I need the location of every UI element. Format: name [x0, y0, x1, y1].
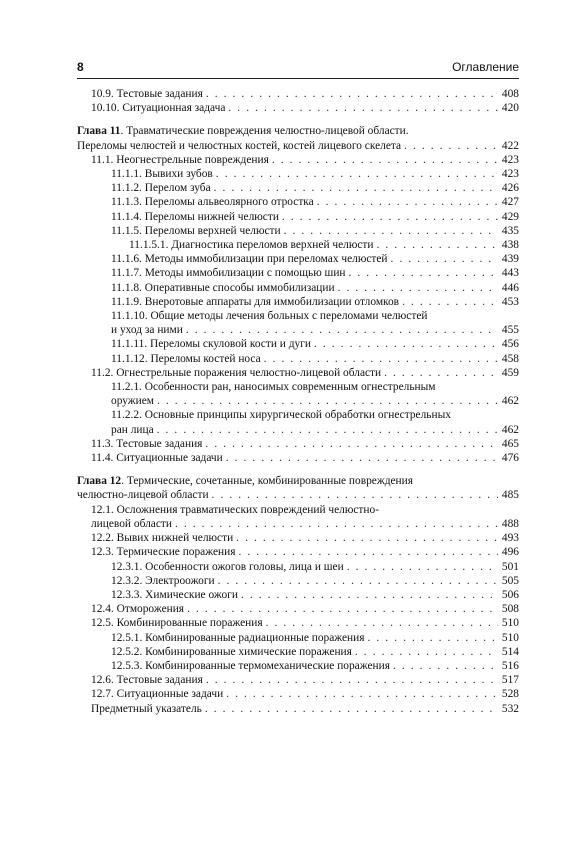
toc-chapter-heading — [77, 474, 519, 488]
dot-leader — [241, 588, 498, 602]
toc-entry-row — [111, 224, 519, 238]
toc-entry-page: 465 — [501, 437, 519, 450]
toc-entry-label: 11.1.7. Методы иммобилизации с помощью шин — [111, 267, 346, 280]
toc-chapter-title-line1: . Травматические повреждения челюстно-лицевой области. — [120, 125, 409, 138]
dot-leader — [404, 139, 498, 153]
toc-entry-label: 12.6. Тестовые задания — [91, 674, 203, 687]
toc-entry-page: 505 — [501, 574, 519, 587]
toc-entry[interactable] — [77, 645, 519, 659]
toc-entry-row — [111, 645, 519, 659]
toc-entry-row — [91, 87, 519, 101]
dot-leader — [187, 602, 498, 616]
toc-entry-page: 496 — [501, 546, 519, 559]
toc-entry-label: 12.5.1. Комбинированные радиационные поражения — [111, 631, 365, 644]
toc-entry-label-line1: 11.2.2. Основные принципы хирургической обработки огнестрельных — [111, 409, 451, 422]
dot-leader — [226, 451, 498, 465]
dot-leader — [238, 545, 498, 559]
toc-entry-label: 12.3.1. Особенности ожогов головы, лица и шеи — [111, 560, 344, 573]
toc-entry-page: 517 — [501, 674, 519, 687]
toc-entry-page: 508 — [501, 603, 519, 616]
toc-entry-page: 510 — [501, 631, 519, 644]
toc-entry-label: 11.3. Тестовые задания — [91, 437, 203, 450]
toc-entry-page: 423 — [501, 153, 519, 166]
toc-entry-label: Предметный указатель — [91, 702, 202, 715]
dot-leader — [216, 167, 498, 181]
toc-entry-label: 12.5.3. Комбинированные термомеханические поражения — [111, 659, 390, 672]
toc-entry-label: челюстно-лицевой области — [77, 489, 209, 502]
dot-leader — [391, 252, 498, 266]
toc-entry[interactable] — [77, 101, 519, 115]
toc-entry-page: 528 — [501, 688, 519, 701]
toc-entry-row — [111, 266, 519, 280]
toc-entry-row — [111, 323, 519, 337]
table-of-contents — [77, 87, 519, 716]
toc-entry[interactable] — [77, 337, 519, 351]
toc-entry-page: 458 — [501, 352, 519, 365]
toc-entry[interactable] — [77, 687, 519, 701]
dot-leader — [206, 673, 498, 687]
toc-entry-page: 516 — [501, 659, 519, 672]
dot-leader — [349, 266, 498, 280]
toc-entry[interactable] — [77, 153, 519, 167]
toc-entry-label: 10.9. Тестовые задания — [91, 88, 203, 100]
toc-entry-row — [91, 616, 519, 630]
dot-leader — [377, 238, 498, 252]
toc-entry-label: лицевой области — [91, 517, 172, 530]
toc-entry[interactable] — [77, 195, 519, 209]
toc-entry-label: ран лица — [111, 423, 154, 436]
toc-entry-page: 506 — [501, 588, 519, 601]
toc-entry-label: 12.5. Комбинированные поражения — [91, 617, 263, 630]
toc-entry-row — [91, 451, 519, 465]
toc-entry-row — [111, 659, 519, 673]
toc-entry[interactable] — [77, 437, 519, 451]
toc-entry[interactable] — [77, 560, 519, 574]
toc-entry-page: 435 — [501, 224, 519, 237]
toc-entry-page: 426 — [501, 182, 519, 195]
toc-entry-label: 11.1.12. Переломы костей носа — [111, 352, 261, 365]
toc-entry-page: 453 — [501, 295, 519, 308]
toc-entry-page: 532 — [501, 702, 519, 715]
dot-leader — [355, 645, 498, 659]
dot-leader — [393, 659, 498, 673]
toc-entry-page: 420 — [501, 102, 519, 115]
toc-chapter-heading — [77, 124, 519, 138]
toc-entry-row — [91, 517, 519, 531]
dot-leader — [205, 437, 498, 451]
toc-entry[interactable] — [77, 631, 519, 645]
toc-entry-label-line1: 12.1. Осложнения травматических повреждений челюстно- — [91, 503, 379, 516]
toc-entry-label: 11.1.6. Методы иммобилизации при переломах челюстей — [111, 253, 388, 266]
toc-entry-page: 438 — [501, 239, 519, 252]
toc-entry-label: 12.2. Вывих нижней челюсти — [91, 532, 234, 545]
toc-entry-page: 488 — [501, 517, 519, 530]
toc-entry-label: 11.2. Огнестрельные поражения челюстно-лицевой области — [91, 366, 382, 379]
toc-entry[interactable] — [77, 167, 519, 181]
toc-chapter-number: Глава 12 — [77, 475, 122, 488]
dot-leader — [367, 631, 498, 645]
toc-entry-label-line1: 11.2.1. Особенности ран, наносимых современным огнестрельным — [111, 381, 436, 394]
dot-leader — [205, 702, 498, 716]
toc-entry-row — [91, 687, 519, 701]
toc-entry-page: 439 — [501, 253, 519, 266]
toc-entry[interactable] — [77, 602, 519, 616]
toc-chapter-number: Глава 11 — [77, 125, 121, 138]
toc-entry[interactable] — [77, 616, 519, 630]
dot-leader — [347, 560, 498, 574]
dot-leader — [402, 295, 498, 309]
toc-entry[interactable] — [77, 210, 519, 224]
running-header — [77, 60, 519, 76]
toc-entry-page: 455 — [501, 324, 519, 337]
toc-entry-row — [111, 252, 519, 266]
toc-entry-label: 11.1.3. Переломы альвеолярного отростка — [111, 196, 314, 209]
toc-entry-row — [111, 574, 519, 588]
toc-entry-label: 11.1.4. Переломы нижней челюсти — [111, 210, 279, 223]
dot-leader — [157, 394, 498, 408]
toc-entry-row — [111, 394, 519, 408]
toc-chapter-entry[interactable] — [77, 474, 519, 502]
toc-entry-page: 456 — [501, 338, 519, 351]
toc-entry-page: 510 — [501, 617, 519, 630]
toc-entry[interactable] — [77, 545, 519, 559]
toc-entry[interactable] — [77, 702, 519, 716]
toc-entry-row — [91, 153, 519, 167]
toc-entry-row — [91, 702, 519, 716]
toc-entry-page: 493 — [501, 532, 519, 545]
toc-entry-page: 462 — [501, 423, 519, 436]
toc-entry-row — [111, 295, 519, 309]
toc-entry-page: 422 — [501, 139, 519, 152]
toc-entry-label: 11.1.1. Вывихи зубов — [111, 168, 213, 181]
toc-entry[interactable] — [77, 380, 519, 408]
toc-entry-label: 11.4. Ситуационные задачи — [91, 452, 223, 465]
toc-entry[interactable] — [77, 366, 519, 380]
dot-leader — [266, 616, 498, 630]
toc-entry-label: 12.3. Термические поражения — [91, 546, 236, 559]
toc-entry-label: 12.4. Отморожения — [91, 603, 185, 616]
toc-entry[interactable] — [77, 408, 519, 436]
dot-leader — [338, 281, 498, 295]
toc-entry-row — [91, 673, 519, 687]
toc-entry-label: 11.1.2. Перелом зуба — [111, 182, 211, 195]
dot-leader — [314, 337, 498, 351]
toc-entry[interactable] — [77, 224, 519, 238]
toc-entry-label: 10.10. Ситуационная задача — [91, 102, 226, 115]
toc-entry-label: оружием — [111, 395, 155, 408]
toc-entry[interactable] — [77, 531, 519, 545]
toc-entry-page: 443 — [501, 267, 519, 280]
toc-entry-row — [91, 531, 519, 545]
toc-entry[interactable] — [77, 309, 519, 337]
toc-entry-row — [77, 139, 519, 153]
dot-leader — [384, 366, 498, 380]
toc-entry-row — [91, 437, 519, 451]
toc-entry-row — [111, 337, 519, 351]
toc-entry-row — [111, 560, 519, 574]
dot-leader — [218, 574, 498, 588]
dot-leader — [284, 224, 498, 238]
toc-entry-row — [111, 210, 519, 224]
toc-entry-page: 429 — [501, 210, 519, 223]
toc-entry-label: и уход за ними — [111, 324, 183, 337]
toc-entry-row — [91, 101, 519, 115]
toc-entry[interactable] — [77, 266, 519, 280]
toc-entry[interactable] — [77, 87, 519, 101]
dot-leader — [236, 531, 498, 545]
dot-leader — [228, 101, 498, 115]
dot-leader — [317, 195, 498, 209]
toc-entry-label: Переломы челюстей и челюстных костей, костей лицевого скелета — [77, 139, 402, 152]
toc-entry-page: 501 — [501, 560, 519, 573]
dot-leader — [175, 517, 498, 531]
dot-leader — [214, 181, 498, 195]
toc-entry-row — [111, 352, 519, 366]
toc-entry-row — [129, 238, 519, 252]
toc-entry-page: 514 — [501, 645, 519, 658]
toc-chapter-entry[interactable] — [77, 124, 519, 152]
toc-entry-label-line1: 11.1.10. Общие методы лечения больных с переломами челюстей — [111, 310, 428, 323]
toc-entry-row — [111, 423, 519, 437]
dot-leader — [282, 210, 498, 224]
toc-entry-label: 12.3.3. Химические ожоги — [111, 588, 238, 601]
toc-entry[interactable] — [77, 673, 519, 687]
toc-entry[interactable] — [77, 252, 519, 266]
toc-entry-page: 427 — [501, 196, 519, 209]
toc-entry-row — [77, 488, 519, 502]
dot-leader — [186, 323, 498, 337]
toc-entry-page: 462 — [501, 395, 519, 408]
header-rule — [77, 78, 519, 79]
toc-entry-label: 11.1. Неогнестрельные повреждения — [91, 153, 269, 166]
toc-entry-page: 485 — [501, 489, 519, 502]
dot-leader — [272, 153, 498, 167]
toc-entry-page: 446 — [501, 281, 519, 294]
toc-entry-row — [111, 181, 519, 195]
toc-entry[interactable] — [77, 281, 519, 295]
toc-entry-label: 11.1.5.1. Диагностика переломов верхней челюсти — [129, 239, 374, 252]
toc-entry-label: 11.1.9. Внеротовые аппараты для иммобилизации отломков — [111, 295, 400, 308]
toc-entry-row — [111, 588, 519, 602]
dot-leader — [226, 687, 498, 701]
dot-leader — [212, 488, 498, 502]
toc-entry[interactable] — [77, 181, 519, 195]
toc-entry[interactable] — [77, 588, 519, 602]
dot-leader — [157, 423, 498, 437]
dot-leader — [264, 352, 498, 366]
toc-entry-label: 12.3.2. Электроожоги — [111, 574, 215, 587]
toc-entry[interactable] — [77, 574, 519, 588]
toc-entry-row — [91, 602, 519, 616]
toc-entry-label: 11.1.11. Переломы скуловой кости и дуги — [111, 338, 311, 351]
toc-entry-row — [111, 281, 519, 295]
toc-entry-label: 12.5.2. Комбинированные химические поражения — [111, 645, 352, 658]
toc-entry-row — [91, 545, 519, 559]
toc-entry-page: 423 — [501, 168, 519, 181]
toc-entry-page: 459 — [501, 366, 519, 379]
toc-entry-label: 12.7. Ситуационные задачи — [91, 688, 224, 701]
toc-entry[interactable] — [77, 352, 519, 366]
page-number: 8 — [77, 60, 84, 74]
toc-entry[interactable] — [77, 503, 519, 531]
toc-entry-label: 11.1.5. Переломы верхней челюсти — [111, 224, 281, 237]
toc-entry-row — [91, 366, 519, 380]
running-title: Оглавление — [452, 60, 519, 74]
toc-entry-row — [111, 195, 519, 209]
toc-entry-row — [111, 167, 519, 181]
dot-leader — [206, 87, 498, 101]
toc-entry-page: 408 — [501, 88, 519, 100]
toc-entry-label: 11.1.8. Оперативные способы иммобилизации — [111, 281, 335, 294]
toc-entry[interactable] — [77, 295, 519, 309]
toc-entry[interactable] — [77, 659, 519, 673]
toc-entry[interactable] — [77, 238, 519, 252]
toc-chapter-title-line1: . Термические, сочетанные, комбинированные повреждения — [121, 475, 413, 488]
toc-entry[interactable] — [77, 451, 519, 465]
toc-entry-row — [111, 631, 519, 645]
toc-entry-page: 476 — [501, 452, 519, 465]
